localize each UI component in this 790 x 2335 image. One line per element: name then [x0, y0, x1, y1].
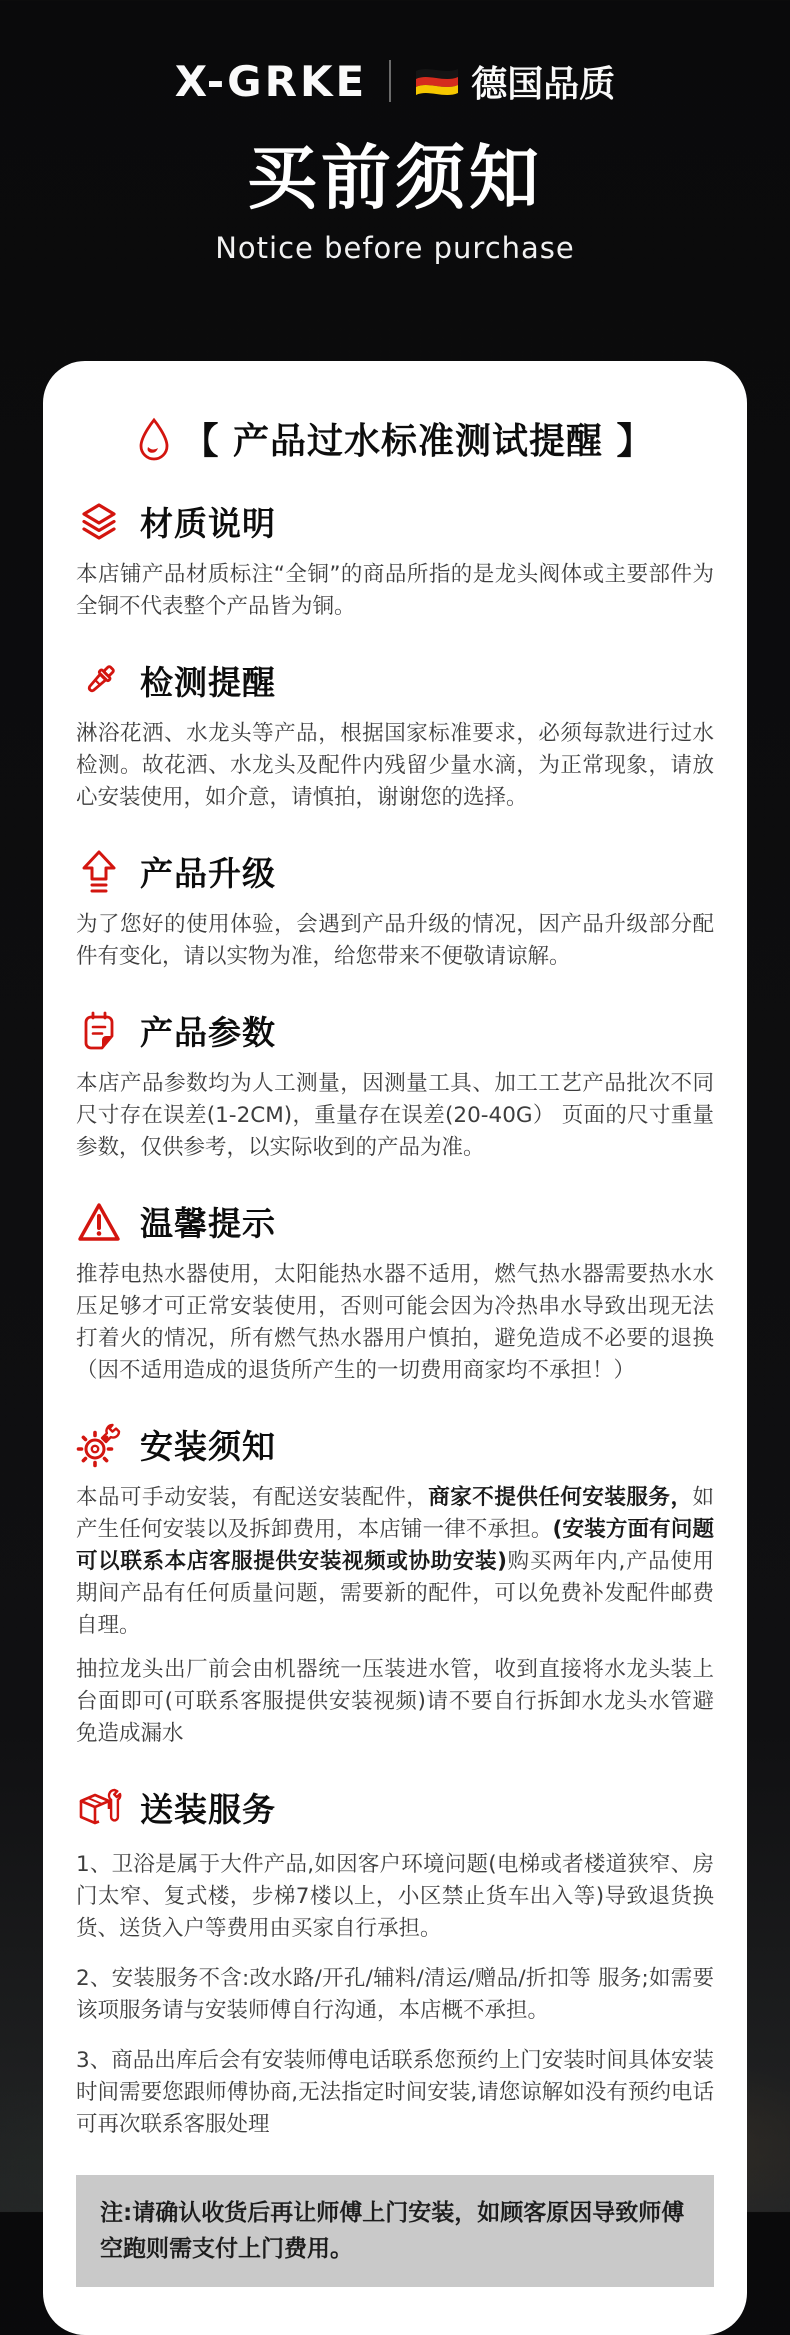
- section-material-body: 本店铺产品材质标注“全铜”的商品所指的是龙头阀体或主要部件为全铜不代表整个产品皆为铜。: [76, 562, 714, 619]
- arrow-up-icon: [76, 849, 122, 895]
- section-title: 温馨提示: [140, 1204, 276, 1243]
- section-title: 安装须知: [140, 1427, 276, 1466]
- gear-wrench-icon: [76, 1422, 122, 1468]
- page-subtitle: Notice before purchase: [215, 231, 575, 265]
- german-flag-icon: [413, 64, 461, 98]
- note-box: 注:请确认收货后再让师傅上门安装，如顾客原因导致师傅空跑则需支付上门费用。: [76, 2175, 714, 2287]
- install-bold-no-service: 商家不提供任何安装服务，: [428, 1485, 693, 1510]
- page-title: 买前须知: [247, 137, 543, 219]
- section-title: 材质说明: [140, 504, 276, 543]
- quality-label: 德国品质: [471, 63, 616, 105]
- brand-row: [0, 56, 790, 106]
- section-title: 送装服务: [140, 1790, 276, 1829]
- notice-card: [43, 361, 747, 2335]
- water-drop-icon: [136, 416, 172, 462]
- delivery-item-3: 3、商品出库后会有安装师傅电话联系您预约上门安装时间具体安装时间需要您跟师傅协商,无法指定时间安装,请您谅解如没有预约电话可再次联系客服处理: [76, 2048, 714, 2137]
- section-material-heading: [76, 498, 714, 545]
- brand-logo-text: X-GRKE: [174, 56, 368, 106]
- section-title: 产品参数: [140, 1013, 276, 1052]
- section-install-body: 本品可手动安装，有配送安装配件，商家不提供任何安装服务，如产生任何安装以及拆卸费用，本店铺一律不承担。(安装方面有问题可以联系本店客服提供安装视频或协助安装)购买两年内,产品使用期间产品有任何质量问题，需要新的配件，可以免费补发配件邮费自理。: [76, 1485, 714, 1638]
- section-testing-body: 淋浴花洒、水龙头等产品，根据国家标准要求，必须每款进行过水检测。故花洒、水龙头及配件内残留少量水滴，为正常现象，请放心安装使用，如介意，请慎拍，谢谢您的选择。: [76, 721, 714, 810]
- header-divider: [389, 60, 391, 102]
- notepad-icon: [76, 1008, 122, 1054]
- delivery-item-2: 2、安装服务不含:改水路/开孔/辅料/清运/赠品/折扣等 服务;如需要该项服务请与安装师傅自行沟通，本店概不承担。: [76, 1966, 714, 2023]
- delivery-item-1: 1、卫浴是属于大件产品,如因客户环境问题(电梯或者楼道狭窄、房门太窄、复式楼，步梯7楼以上，小区禁止货车出入等)导致退货换货、送货入户等费用由买家自行承担。: [76, 1852, 714, 1941]
- main-heading-text: 【 产品过水标准测试提醒 】: [182, 421, 654, 462]
- dropper-icon: [76, 658, 122, 704]
- section-delivery-heading: [76, 1784, 714, 1831]
- section-title: 产品升级: [140, 854, 276, 893]
- box-wrench-icon: [76, 1785, 122, 1831]
- layers-icon: [76, 499, 122, 545]
- warning-icon: [76, 1199, 122, 1245]
- install-bold-contact-service: (安装方面有问题可以联系本店客服提供安装视频或协助安装): [76, 1517, 714, 1574]
- main-heading: [76, 413, 714, 464]
- quality-badge: [413, 56, 615, 107]
- section-params-body: 本店产品参数均为人工测量，因测量工具、加工工艺产品批次不同尺寸存在误差(1-2CM)，重量存在误差(20-40G） 页面的尺寸重量参数，仅供参考，以实际收到的产品为准。: [76, 1071, 714, 1160]
- section-testing-heading: [76, 657, 714, 704]
- section-upgrade-body: 为了您好的使用体验，会遇到产品升级的情况，因产品升级部分配件有变化，请以实物为准，给您带来不便敬请谅解。: [76, 912, 714, 969]
- section-params-heading: [76, 1007, 714, 1054]
- section-title: 检测提醒: [140, 663, 276, 702]
- section-install-heading: [76, 1421, 714, 1468]
- section-upgrade-heading: [76, 848, 714, 895]
- page-header: [0, 0, 790, 265]
- section-install-body2: 抽拉龙头出厂前会由机器统一压装进水管，收到直接将水龙头装上台面即可(可联系客服提供安装视频)请不要自行拆卸水龙头水管避免造成漏水: [76, 1657, 714, 1746]
- section-tips-heading: [76, 1198, 714, 1245]
- section-tips-body: 推荐电热水器使用，太阳能热水器不适用，燃气热水器需要热水水压足够才可正常安装使用，否则可能会因为冷热串水导致出现无法打着火的情况，所有燃气热水器用户慎拍，避免造成不必要的退换（因不适用造成的退货所产生的一切费用商家均不承担！）: [76, 1262, 714, 1383]
